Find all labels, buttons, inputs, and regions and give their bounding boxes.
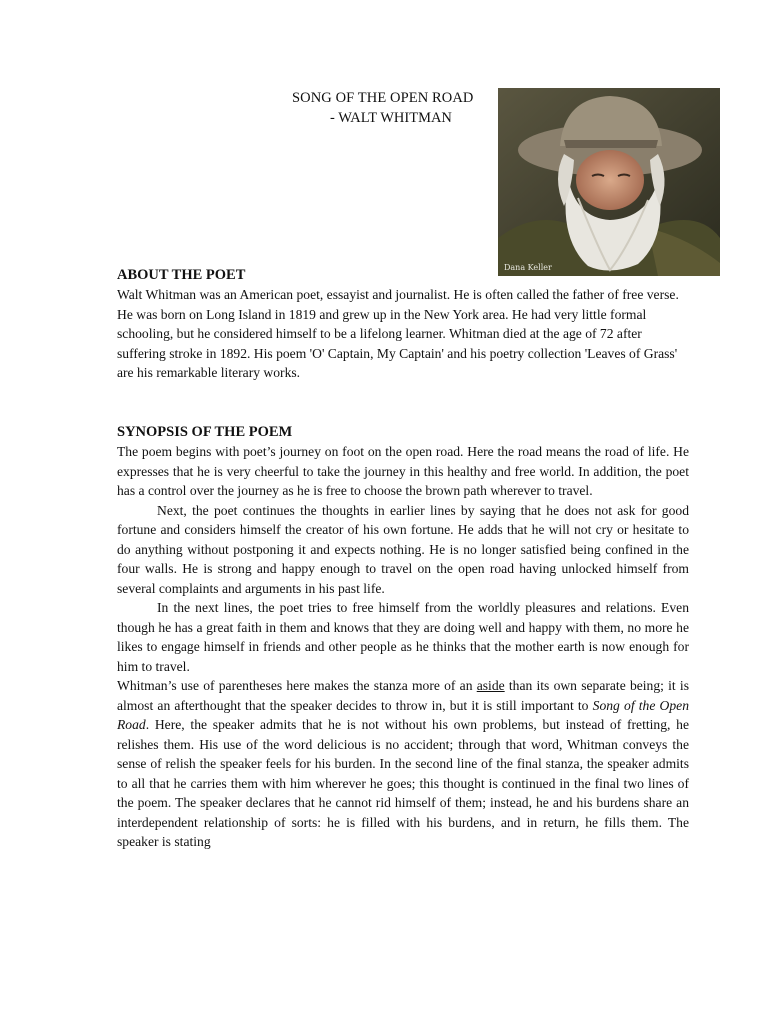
aside-word: aside <box>476 678 505 693</box>
synopsis-paragraph-3: In the next lines, the poet tries to free himself from the worldly pleasures and relations. Even though he has a great faith in them and knows that they are doing well and happy with them, no more he likes to engage himself in friends and other people as he thinks that the mother earth is now enough for him to travel. <box>117 600 689 674</box>
synopsis-heading: SYNOPSIS OF THE POEM <box>117 424 293 440</box>
poem-title-italic: Song of the Open Road <box>117 697 689 732</box>
poet-portrait <box>498 88 720 276</box>
portrait-image <box>498 88 720 276</box>
about-section <box>117 266 689 383</box>
synopsis-paragraph-2: Next, the poet continues the thoughts in earlier lines by saying that he does not ask for good fortune and considers himself the creator of his own fortune. He adds that he will not cry or hesitate to do anything without postponing it and expects nothing. He is no longer satisfied being confined in the four walls. He is strong and happy enough to travel on the open road having unlocked himself from several complaints and arguments in his past life. <box>117 502 689 596</box>
author-line: - WALT WHITMAN <box>330 110 452 126</box>
synopsis-paragraph-1: The poem begins with poet’s journey on foot on the open road. Here the road means the road of life. He expresses that he is very cheerful to take the journey in this healthy and free world. In addition, the poet has a control over the journey as he is free to choose the brown path wherever to travel. <box>117 444 689 498</box>
p4-text-c: . Here, the speaker admits that he is not without his own problems, but instead of fretting, he relishes them. His use of the word delicious is no accident; through that word, Whitman conveys the sense of relish the speaker feels for his burden. In the second line of the final stanza, the speaker admits to all that he carries them with him wherever he goes; this thought is continued in the final two lines of the poem. The speaker declares that he cannot rid himself of them; instead, he and his burdens share an interdependent relationship of sorts: he is filled with his burdens, and in return, he fills them. The speaker is stating <box>117 717 689 849</box>
p4-text-b: than its own separate being; it is almost an afterthought that the speaker decides to throw in, but it is still important to <box>117 678 689 713</box>
title-block <box>292 88 532 128</box>
poem-title: SONG OF THE OPEN ROAD <box>292 90 474 106</box>
about-heading: ABOUT THE POET <box>117 267 246 283</box>
photo-signature: Dana Keller <box>504 263 552 272</box>
p4-text-a: Whitman’s use of parentheses here makes the stanza more of an <box>117 678 477 693</box>
synopsis-section <box>117 423 689 852</box>
synopsis-paragraph-4 <box>117 676 689 852</box>
about-paragraph: Walt Whitman was an American poet, essayist and journalist. He is often called the father of free verse. He was born on Long Island in 1819 and grew up in the New York area. He had very little formal schooling, but he considered himself to be a lifelong learner. Whitman died at the age of 72 after suffering stroke in 1892. His poem 'O' Captain, My Captain' and his poetry collection 'Leaves of Grass' are his remarkable literary works. <box>117 287 679 380</box>
